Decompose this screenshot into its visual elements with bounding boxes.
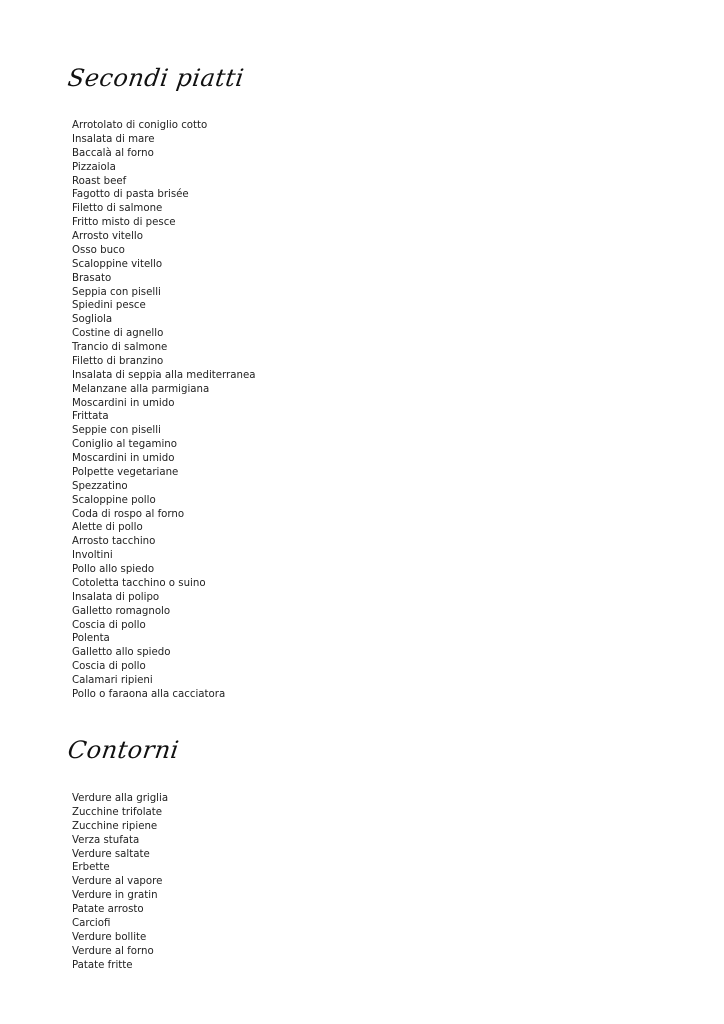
- menu-item: Involtini: [72, 550, 113, 562]
- menu-item: Pizzaiola: [72, 161, 116, 173]
- menu-item: Verdure in gratin: [72, 890, 158, 902]
- menu-item: Patate arrosto: [72, 904, 144, 915]
- menu-item: Insalata di seppia alla mediterranea: [72, 369, 256, 381]
- menu-item: Galletto romagnolo: [72, 605, 171, 617]
- menu-item: Pollo o faraona alla cacciatora: [72, 688, 226, 700]
- menu-item: Coniglio al tegamino: [72, 439, 177, 451]
- menu-item: Frittata: [72, 411, 109, 423]
- menu-item: Moscardini in umido: [72, 453, 175, 464]
- menu-item: Moscardini in umido: [72, 397, 175, 409]
- menu-item: Sogliola: [72, 314, 113, 326]
- menu-item: Trancio di salmone: [72, 342, 168, 353]
- menu-item: Verdure al vapore: [72, 876, 163, 888]
- menu-item: Arrosto vitello: [72, 231, 143, 242]
- menu-item: Coda di rospo al forno: [72, 508, 185, 520]
- menu-item: Brasato: [72, 272, 112, 284]
- menu-item: Patate fritte: [72, 959, 133, 971]
- menu-item: Insalata di mare: [72, 133, 155, 145]
- menu-item: Polenta: [72, 633, 110, 645]
- menu-item: Zucchine trifolate: [72, 806, 163, 818]
- menu-item: Fagotto di pasta brisée: [72, 189, 189, 201]
- contorni-list: [72, 792, 168, 972]
- section-title-contorni: Contorni: [66, 736, 181, 764]
- menu-item: Verza stufata: [72, 834, 140, 846]
- menu-item: Spezzatino: [72, 480, 128, 492]
- menu-item: Seppia con piselli: [72, 286, 161, 298]
- menu-item: Coscia di pollo: [72, 661, 146, 673]
- menu-item: Arrotolato di coniglio cotto: [72, 120, 208, 131]
- menu-item: Roast beef: [72, 175, 127, 187]
- menu-item: Galletto allo spiedo: [72, 647, 171, 659]
- menu-item: Carciofi: [72, 917, 111, 929]
- menu-item: Fritto misto di pesce: [72, 217, 176, 229]
- menu-item: Verdure saltate: [72, 848, 150, 860]
- menu-item: Spiedini pesce: [72, 300, 146, 312]
- menu-item: Verdure al forno: [72, 945, 154, 957]
- menu-item: Pollo allo spiedo: [72, 564, 155, 575]
- menu-item: Filetto di branzino: [72, 355, 164, 367]
- menu-item: Polpette vegetariane: [72, 466, 179, 478]
- menu-item: Verdure alla griglia: [72, 793, 169, 804]
- menu-item: Coscia di pollo: [72, 619, 146, 631]
- menu-item: Seppie con piselli: [72, 425, 161, 437]
- menu-item: Filetto di salmone: [72, 203, 163, 215]
- menu-item: Scaloppine pollo: [72, 494, 156, 506]
- menu-item: Verdure bollite: [72, 931, 147, 943]
- menu-item: Calamari ripieni: [72, 675, 153, 686]
- menu-item: Zucchine ripiene: [72, 820, 158, 832]
- menu-item: Cotoletta tacchino o suino: [72, 577, 206, 589]
- menu-item: Arrosto tacchino: [72, 536, 156, 548]
- menu-item: Scaloppine vitello: [72, 258, 163, 270]
- menu-item: Costine di agnello: [72, 328, 164, 340]
- menu-item: Alette di pollo: [72, 522, 143, 534]
- section-title-secondi-piatti: Secondi piatti: [66, 64, 246, 92]
- menu-item: Osso buco: [72, 244, 125, 256]
- secondi-piatti-list: [72, 119, 255, 702]
- menu-item: Baccalà al forno: [72, 147, 154, 159]
- menu-item: Erbette: [72, 862, 110, 874]
- menu-item: Melanzane alla parmigiana: [72, 383, 210, 395]
- menu-item: Insalata di polipo: [72, 591, 160, 603]
